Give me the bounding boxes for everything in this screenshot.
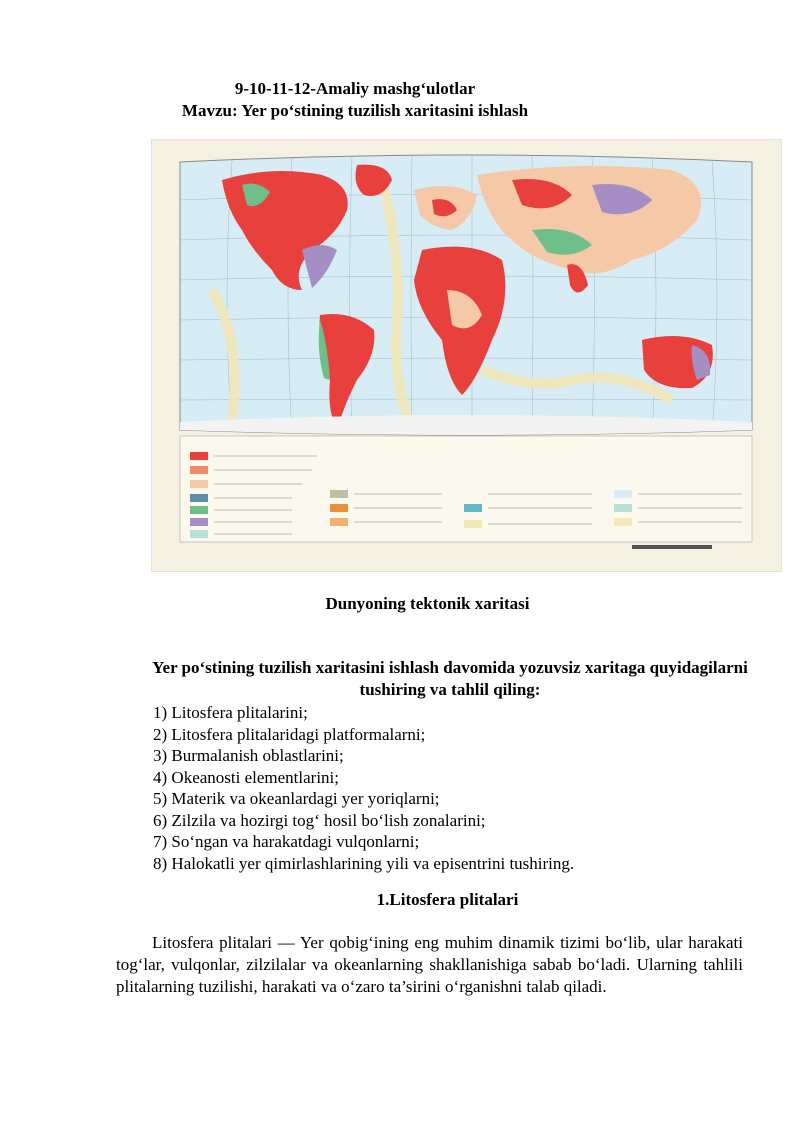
section-heading (0, 890, 800, 910)
map-legend (180, 436, 752, 549)
page-title (0, 78, 800, 122)
tectonic-map-image (151, 139, 782, 572)
list-item: 4) Okeanosti elementlarini; (153, 767, 339, 787)
list-item: 8) Halokatli yer qimirlashlarining yili va episentrini tushiring. (153, 853, 575, 873)
title-line-1: 9-10-11-12-Amaliy mashg‘ulotlar (234, 79, 476, 98)
task-list (153, 702, 574, 874)
list-item: 1) Litosfera plitalarini; (153, 703, 308, 722)
list-item: 5) Materik va okeanlardagi yer yoriqlarni; (153, 789, 440, 808)
figure-caption-text: Dunyoning tektonik xaritasi (325, 594, 530, 613)
instructions-heading: Yer po‘stining tuzilish xaritasini ishlash davomida yozuvsiz xaritaga quyidagilarni tushiring va tahlil qiling: (152, 658, 748, 699)
section-paragraph: Litosfera plitalari — Yer qobig‘ining eng muhim dinamik tizimi bo‘lib, ular harakati tog‘lar, vulqonlar, zilzilalar va okeanlarning shakllanishiga sabab bo‘ladi. Ularning tahlili plitalarning tuzilishi, harakati va o‘zaro ta’sirini o‘rganishni talab qiladi. (116, 933, 743, 996)
figure-caption (0, 594, 800, 614)
list-item: 2) Litosfera plitalaridagi platformalarni; (153, 724, 426, 744)
tectonic-map-drawing (152, 140, 781, 571)
list-item: 7) So‘ngan va harakatdagi vulqonlarni; (153, 832, 420, 851)
list-item: 6) Zilzila va hozirgi tog‘ hosil bo‘lish zonalarini; (153, 810, 486, 830)
title-line-2: Mavzu: Yer po‘stining tuzilish xaritasini ishlash (181, 101, 529, 120)
list-item: 3) Burmalanish oblastlarini; (153, 746, 344, 765)
section-title: 1.Litosfera plitalari (376, 890, 519, 909)
